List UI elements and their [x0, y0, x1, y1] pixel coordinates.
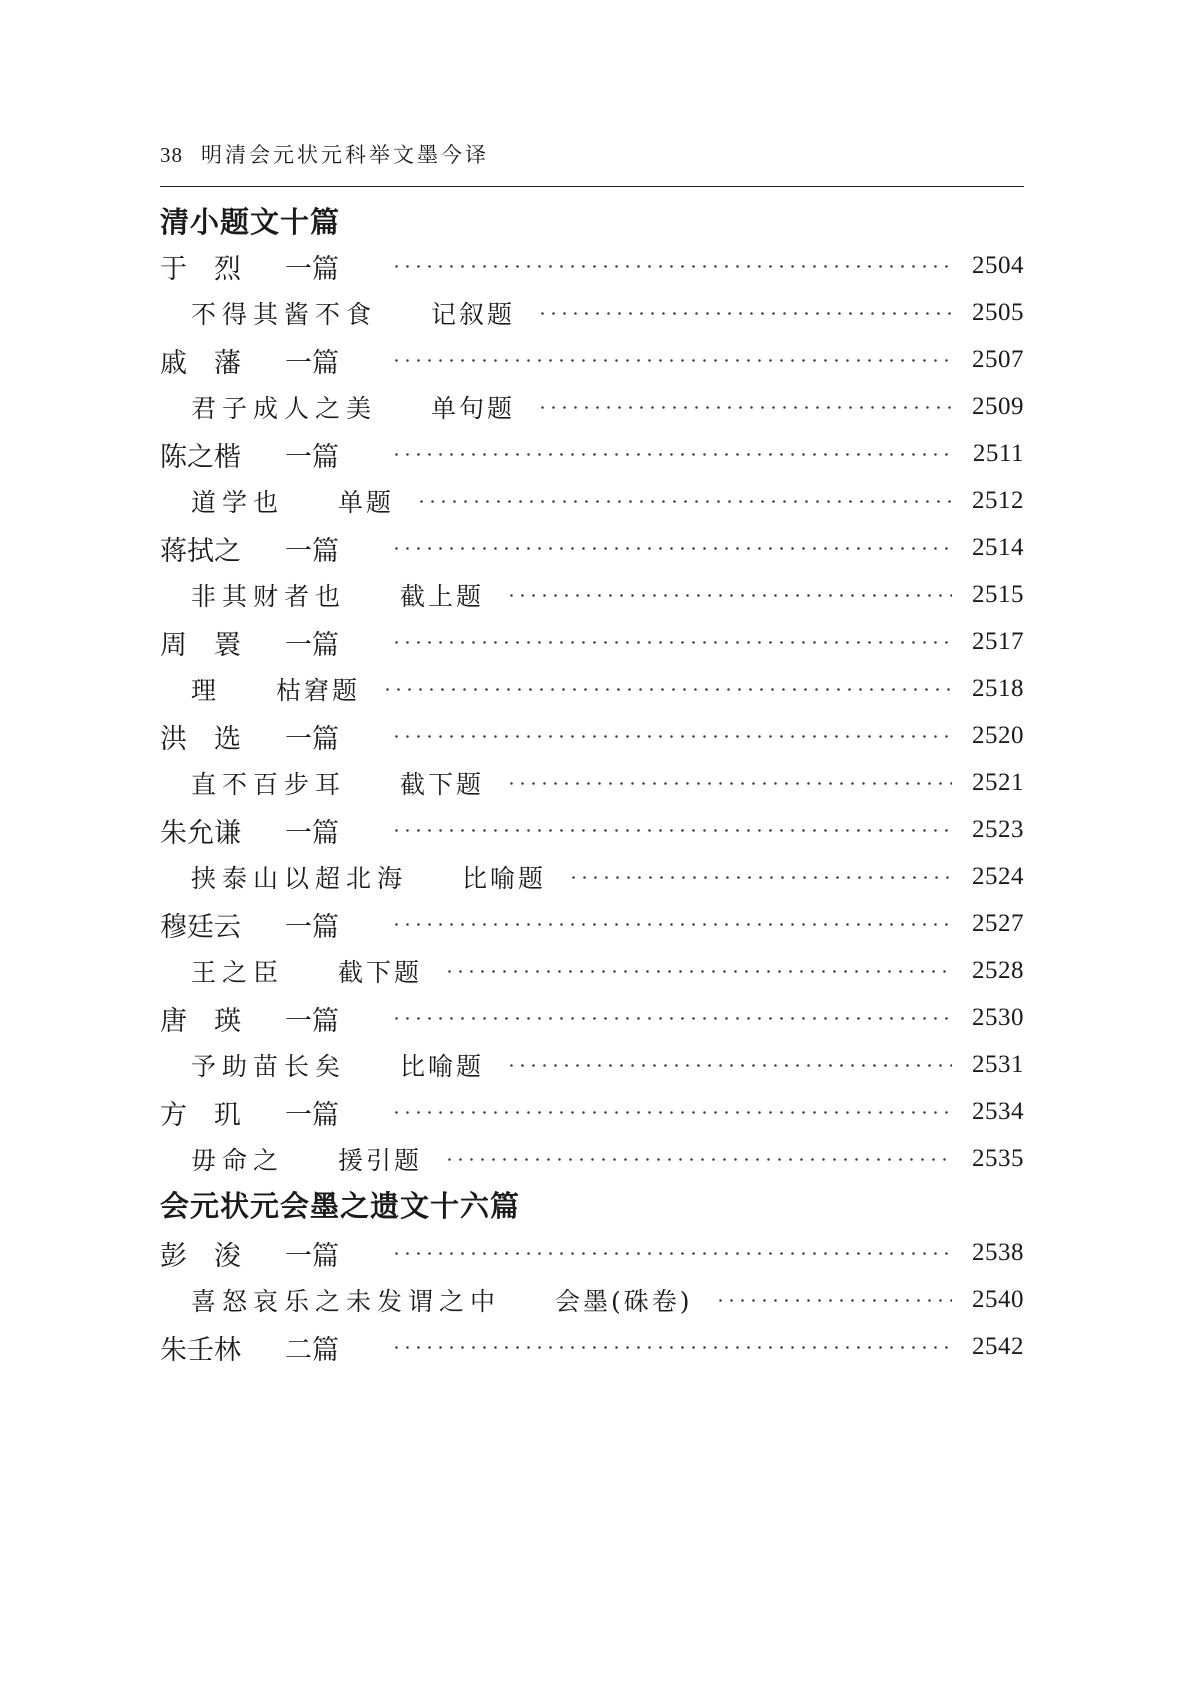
toc-author-row[interactable] — [160, 246, 1024, 286]
essay-type: 枯窘题 — [276, 676, 361, 705]
page-ref: 2531 — [972, 1051, 1024, 1078]
toc-essay-row[interactable] — [191, 763, 1024, 803]
dot-leader — [506, 782, 952, 785]
page-ref: 2509 — [972, 393, 1024, 420]
toc-author-row[interactable] — [160, 904, 1024, 944]
author-name: 周 瞏 — [160, 629, 241, 661]
dot-leader — [391, 1017, 952, 1020]
essay-count: 一篇 — [285, 911, 339, 943]
toc-author-row[interactable] — [160, 434, 1024, 474]
essay-title: 王之臣 — [191, 958, 285, 987]
essay-title: 挟泰山以超北海 — [191, 864, 409, 893]
toc-essay-row[interactable] — [191, 1139, 1024, 1179]
essay-type: 会墨(硃卷) — [555, 1287, 693, 1316]
essay-type: 截下题 — [400, 770, 485, 799]
author-name: 穆廷云 — [160, 911, 241, 943]
essay-count: 一篇 — [285, 629, 339, 661]
dot-leader — [391, 1346, 952, 1349]
dot-leader — [537, 406, 952, 409]
dot-leader — [391, 547, 952, 550]
dot-leader — [391, 735, 952, 738]
page-ref: 2517 — [972, 628, 1024, 655]
section-title: 清小题文十篇 — [160, 205, 341, 239]
dot-leader — [537, 312, 952, 315]
dot-leader — [391, 265, 952, 268]
page-ref: 2535 — [972, 1145, 1024, 1172]
essay-type: 比喻题 — [462, 864, 547, 893]
essay-count: 一篇 — [285, 347, 339, 379]
toc-author-row[interactable] — [160, 1233, 1024, 1273]
essay-count: 一篇 — [285, 535, 339, 567]
toc-author-row[interactable] — [160, 998, 1024, 1038]
toc-essay-row[interactable] — [191, 575, 1024, 615]
author-name: 于 烈 — [160, 253, 241, 285]
essay-title: 毋命之 — [191, 1146, 285, 1175]
essay-type: 截下题 — [338, 958, 423, 987]
toc-author-row[interactable] — [160, 1092, 1024, 1132]
toc-author-row[interactable] — [160, 528, 1024, 568]
dot-leader — [391, 829, 952, 832]
essay-title: 不得其酱不食 — [191, 300, 378, 329]
essay-title: 理 — [191, 676, 223, 705]
page-ref: 2521 — [972, 769, 1024, 796]
essay-title: 道学也 — [191, 488, 285, 517]
page-ref: 2514 — [972, 534, 1024, 561]
page-number: 38 — [160, 143, 183, 167]
essay-count: 一篇 — [285, 1099, 339, 1131]
dot-leader — [416, 500, 952, 503]
toc-author-row[interactable] — [160, 716, 1024, 756]
author-name: 方 玑 — [160, 1099, 241, 1131]
dot-leader — [391, 641, 952, 644]
running-header — [160, 140, 489, 170]
author-name: 唐 瑛 — [160, 1005, 241, 1037]
page-ref: 2507 — [972, 346, 1024, 373]
author-name: 戚 藩 — [160, 347, 241, 379]
page-ref: 2504 — [972, 252, 1024, 279]
author-name: 陈之楷 — [160, 441, 241, 473]
essay-count: 一篇 — [285, 817, 339, 849]
essay-count: 一篇 — [285, 1005, 339, 1037]
page-ref: 2538 — [972, 1239, 1024, 1266]
page-ref: 2542 — [972, 1333, 1024, 1360]
page-ref: 2534 — [972, 1098, 1024, 1125]
toc-author-row[interactable] — [160, 622, 1024, 662]
book-title: 明清会元状元科举文墨今译 — [201, 143, 489, 167]
author-name: 洪 选 — [160, 723, 241, 755]
toc-essay-row[interactable] — [191, 1045, 1024, 1085]
toc-essay-row[interactable] — [191, 1280, 1024, 1320]
author-name: 彭 浚 — [160, 1240, 241, 1272]
essay-type: 截上题 — [400, 582, 485, 611]
page-ref: 2530 — [972, 1004, 1024, 1031]
essay-count: 二篇 — [285, 1334, 339, 1366]
author-name: 蒋拭之 — [160, 535, 241, 567]
toc-essay-row[interactable] — [191, 857, 1024, 897]
page-ref: 2524 — [972, 863, 1024, 890]
dot-leader — [382, 688, 952, 691]
dot-leader — [391, 453, 952, 456]
header-rule — [160, 186, 1024, 187]
page-ref: 2528 — [972, 957, 1024, 984]
essay-title: 予助苗长矣 — [191, 1052, 347, 1081]
toc-essay-row[interactable] — [191, 293, 1024, 333]
dot-leader — [568, 876, 952, 879]
author-name: 朱壬林 — [160, 1334, 241, 1366]
toc-essay-row[interactable] — [191, 951, 1024, 991]
essay-count: 一篇 — [285, 253, 339, 285]
dot-leader — [391, 359, 952, 362]
dot-leader — [444, 970, 952, 973]
essay-type: 单句题 — [431, 394, 516, 423]
dot-leader — [444, 1158, 952, 1161]
toc-essay-row[interactable] — [191, 481, 1024, 521]
toc-author-row[interactable] — [160, 810, 1024, 850]
essay-title: 喜怒哀乐之未发谓之中 — [191, 1287, 502, 1316]
toc-essay-row[interactable] — [191, 387, 1024, 427]
page-ref: 2515 — [972, 581, 1024, 608]
essay-type: 单题 — [338, 488, 395, 517]
essay-title: 非其财者也 — [191, 582, 347, 611]
essay-count: 一篇 — [285, 441, 339, 473]
essay-type: 援引题 — [338, 1146, 423, 1175]
dot-leader — [506, 594, 952, 597]
dot-leader — [391, 1111, 952, 1114]
page-ref: 2523 — [972, 816, 1024, 843]
page-ref: 2511 — [972, 440, 1024, 467]
dot-leader — [391, 923, 952, 926]
essay-type: 记叙题 — [431, 300, 516, 329]
essay-count: 一篇 — [285, 723, 339, 755]
essay-type: 比喻题 — [400, 1052, 485, 1081]
dot-leader — [391, 1252, 952, 1255]
page-ref: 2527 — [972, 910, 1024, 937]
page-ref: 2518 — [972, 675, 1024, 702]
toc-author-row[interactable] — [160, 340, 1024, 380]
toc-author-row[interactable] — [160, 1327, 1024, 1367]
toc-essay-row[interactable] — [191, 669, 1024, 709]
page-ref: 2505 — [972, 299, 1024, 326]
page-ref: 2540 — [972, 1286, 1024, 1313]
essay-title: 直不百步耳 — [191, 770, 347, 799]
dot-leader — [715, 1299, 952, 1302]
dot-leader — [506, 1064, 952, 1067]
page-ref: 2520 — [972, 722, 1024, 749]
author-name: 朱允谦 — [160, 817, 241, 849]
section-title: 会元状元会墨之遗文十六篇 — [160, 1189, 521, 1223]
essay-count: 一篇 — [285, 1240, 339, 1272]
page-ref: 2512 — [972, 487, 1024, 514]
essay-title: 君子成人之美 — [191, 394, 378, 423]
